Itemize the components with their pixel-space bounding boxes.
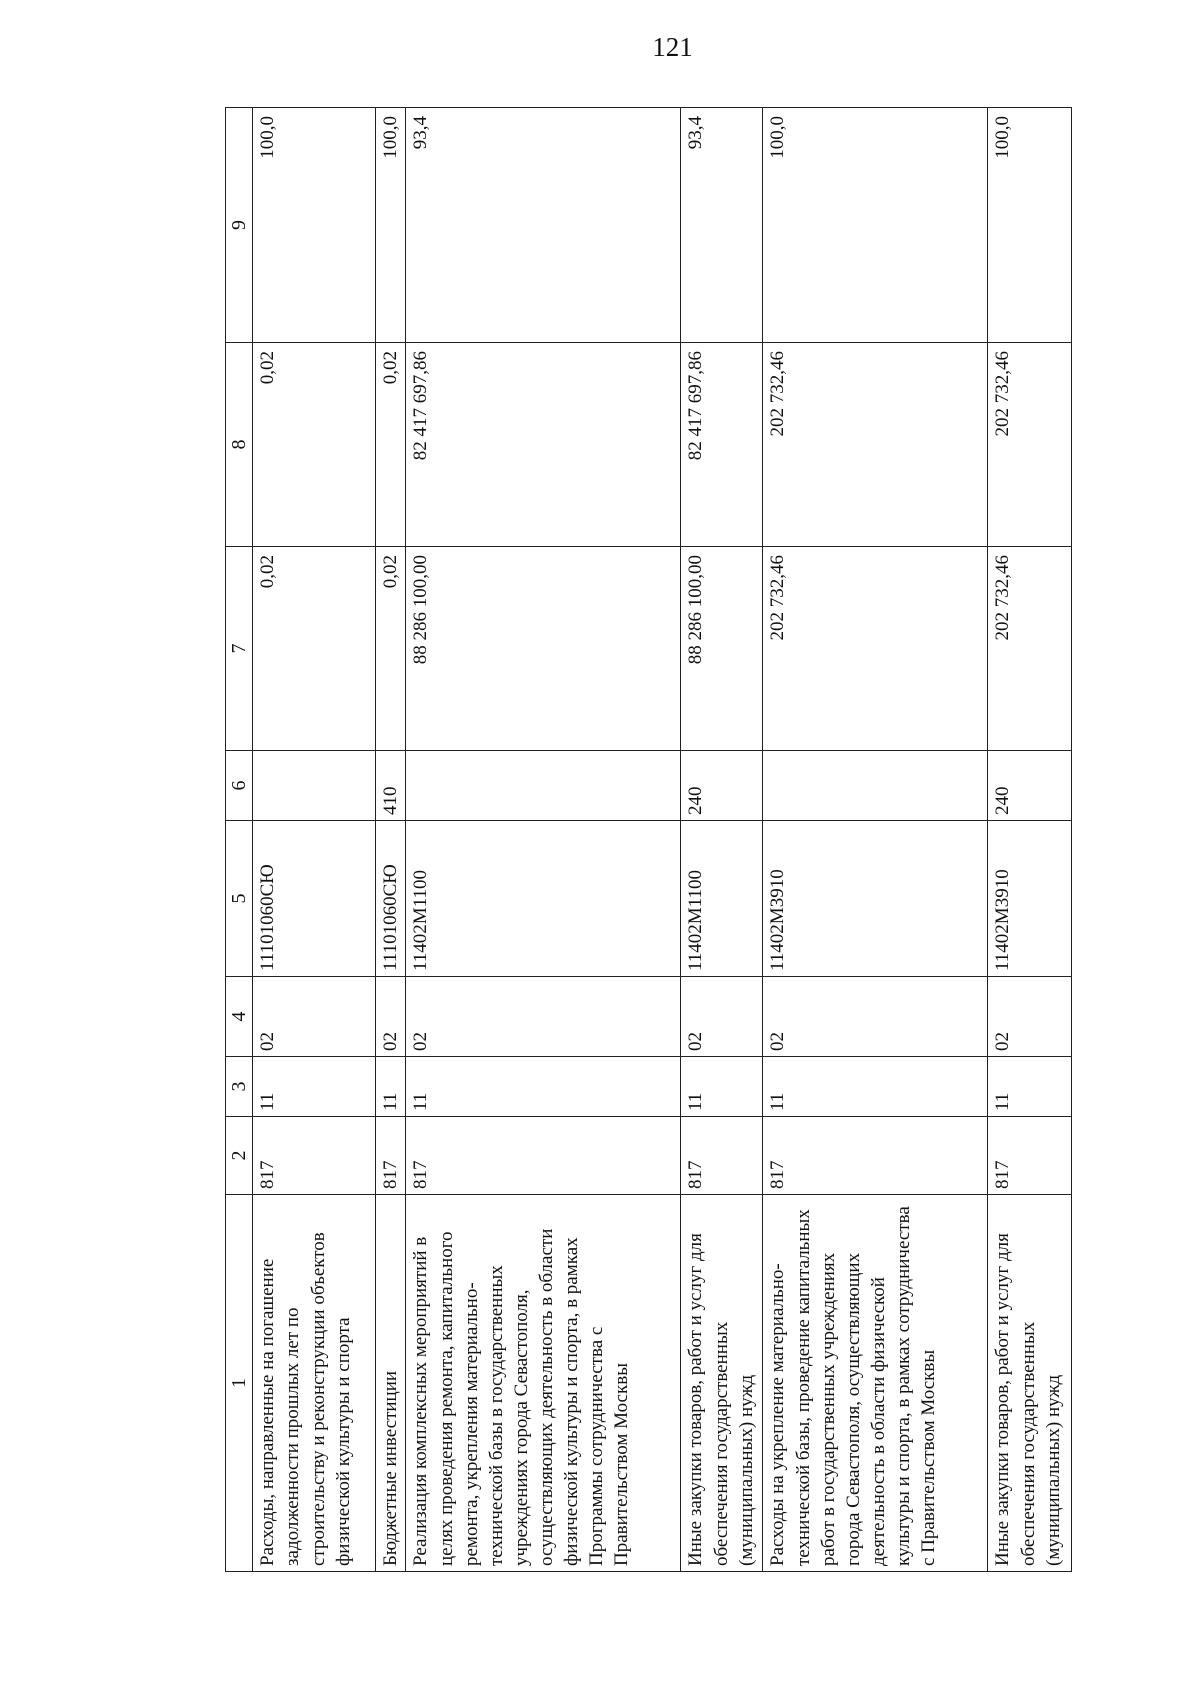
cell-expense-type: 240 (988, 751, 1072, 821)
column-header: 9 (226, 108, 253, 343)
table-row (763, 108, 988, 1572)
cell-target-code: 11402М3910 (763, 821, 988, 977)
cell-percent: 93,4 (681, 108, 763, 343)
cell-percent: 100,0 (763, 108, 988, 343)
cell-ministry: 817 (763, 1117, 988, 1195)
cell-section: 11 (988, 1057, 1072, 1117)
page-number: 121 (652, 32, 693, 62)
row-name: Реализация комплексных мероприятий в целях проведения ремонта, капитального ремонта, укрепления материально-технической базы в государственных учреждениях города Севастополя, осуществляющих деятельность в области физической культуры и спорта, в рамках Программы сотрудничества с Правительством Москвы (406, 1195, 681, 1572)
cell-target-code: 11402М3910 (988, 821, 1072, 977)
column-header: 3 (226, 1057, 253, 1117)
cell-ministry: 817 (406, 1117, 681, 1195)
cell-subsection: 02 (376, 977, 406, 1057)
row-name: Бюджетные инвестиции (376, 1195, 406, 1572)
row-name: Иные закупки товаров, работ и услуг для обеспечения государственных (муниципальных) нужд (681, 1195, 763, 1572)
cell-section: 11 (681, 1057, 763, 1117)
table-row (406, 108, 681, 1572)
cell-planned: 88 286 100,00 (406, 547, 681, 751)
cell-expense-type (763, 751, 988, 821)
cell-executed: 202 732,46 (988, 343, 1072, 547)
cell-target-code: 11402М1100 (406, 821, 681, 977)
cell-target-code: 11101060СЮ (253, 821, 376, 977)
cell-planned: 202 732,46 (763, 547, 988, 751)
cell-planned: 0,02 (376, 547, 406, 751)
cell-section: 11 (406, 1057, 681, 1117)
cell-expense-type: 240 (681, 751, 763, 821)
cell-subsection: 02 (406, 977, 681, 1057)
cell-percent: 100,0 (988, 108, 1072, 343)
cell-section: 11 (253, 1057, 376, 1117)
cell-executed: 0,02 (376, 343, 406, 547)
row-name: Расходы на укрепление материально-технической базы, проведение капитальных работ в государственных учреждениях города Севастополя, осуществляющих деятельность в области физической культуры и спорта, в рамках сотрудничества с Правительством Москвы (763, 1195, 988, 1572)
column-header: 8 (226, 343, 253, 547)
cell-subsection: 02 (763, 977, 988, 1057)
column-header: 7 (226, 547, 253, 751)
cell-expense-type: 410 (376, 751, 406, 821)
cell-percent: 100,0 (253, 108, 376, 343)
cell-expense-type (406, 751, 681, 821)
cell-subsection: 02 (681, 977, 763, 1057)
cell-executed: 202 732,46 (763, 343, 988, 547)
budget-table (225, 107, 1072, 1572)
cell-executed: 82 417 697,86 (406, 343, 681, 547)
cell-percent: 93,4 (406, 108, 681, 343)
cell-ministry: 817 (681, 1117, 763, 1195)
cell-expense-type (253, 751, 376, 821)
cell-planned: 0,02 (253, 547, 376, 751)
cell-subsection: 02 (988, 977, 1072, 1057)
column-header: 6 (226, 751, 253, 821)
row-name: Расходы, направленные на погашение задолженности прошлых лет по строительству и реконструкции объектов физической культуры и спорта (253, 1195, 376, 1572)
column-header: 5 (226, 821, 253, 977)
cell-section: 11 (763, 1057, 988, 1117)
cell-ministry: 817 (376, 1117, 406, 1195)
column-header: 4 (226, 977, 253, 1057)
table-row (376, 108, 406, 1572)
cell-percent: 100,0 (376, 108, 406, 343)
row-name: Иные закупки товаров, работ и услуг для обеспечения государственных (муниципальных) нужд (988, 1195, 1072, 1572)
cell-section: 11 (376, 1057, 406, 1117)
budget-table-rotated (225, 108, 1070, 1572)
cell-executed: 82 417 697,86 (681, 343, 763, 547)
cell-executed: 0,02 (253, 343, 376, 547)
cell-planned: 88 286 100,00 (681, 547, 763, 751)
table-row (681, 108, 763, 1572)
table-row (253, 108, 376, 1572)
cell-planned: 202 732,46 (988, 547, 1072, 751)
header-row (226, 108, 253, 1572)
cell-target-code: 11101060СЮ (376, 821, 406, 977)
cell-ministry: 817 (988, 1117, 1072, 1195)
column-header: 1 (226, 1195, 253, 1572)
cell-ministry: 817 (253, 1117, 376, 1195)
cell-subsection: 02 (253, 977, 376, 1057)
column-header: 2 (226, 1117, 253, 1195)
cell-target-code: 11402М1100 (681, 821, 763, 977)
table-row (988, 108, 1072, 1572)
